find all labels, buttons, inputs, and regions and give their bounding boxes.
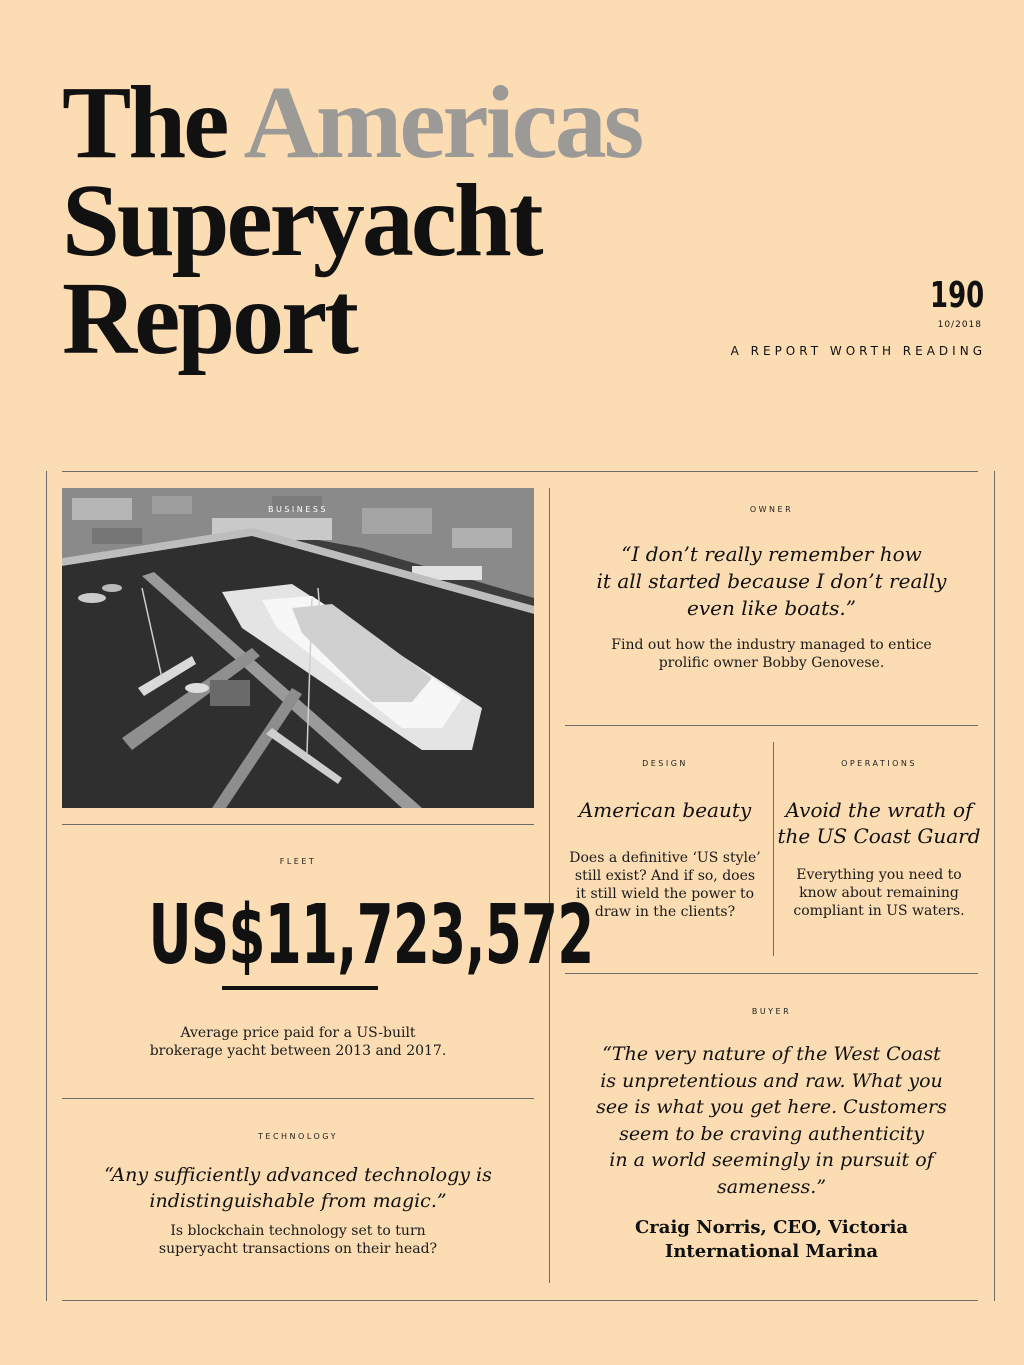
technology-body-line: Is blockchain technology set to turn	[170, 1223, 426, 1239]
fleet-price-value: US$11,723,572	[148, 888, 594, 983]
operations-headline-line: the US Coast Guard	[777, 824, 981, 848]
masthead-report: Report	[62, 261, 356, 376]
design-body-line: it still wield the power to	[575, 886, 755, 902]
design-body-line: Does a definitive ‘US style’	[569, 850, 761, 866]
marina-illustration	[62, 488, 534, 808]
masthead-americas: Americas	[243, 65, 642, 180]
buyer-label: BUYER	[751, 1007, 792, 1016]
operations-headline-line: Avoid the wrath of	[785, 798, 973, 822]
buyer-quote-line: see is what you get here. Customers	[596, 1096, 947, 1118]
left-rule-2	[62, 1098, 534, 1099]
buyer-quote	[565, 1041, 978, 1200]
fleet-price	[62, 888, 594, 984]
buyer-quote-line: in a world seemingly in pursuit of	[609, 1149, 934, 1171]
operations-body	[780, 866, 978, 920]
fleet-body	[62, 1024, 534, 1060]
center-column-rule	[549, 488, 550, 1283]
design-label: DESIGN	[642, 759, 688, 768]
price-underline	[222, 986, 378, 990]
fleet-label: FLEET	[279, 857, 317, 866]
operations-body-line: Everything you need to	[796, 867, 962, 883]
operations-body-line: compliant in US waters.	[793, 903, 965, 919]
buyer-attribution-line: International Marina	[664, 1241, 879, 1262]
operations-label: OPERATIONS	[841, 759, 917, 768]
right-rule-2	[565, 973, 978, 974]
masthead-title	[62, 65, 642, 376]
design-body-line: draw in the clients?	[594, 904, 736, 920]
tagline: A REPORT WORTH READING	[730, 344, 986, 358]
owner-label: OWNER	[749, 505, 794, 514]
masthead-the: The	[62, 65, 227, 180]
technology-quote-line: “Any sufficiently advanced technology is	[104, 1164, 492, 1186]
bottom-rule	[62, 1300, 978, 1301]
left-rule-1	[62, 824, 534, 825]
owner-quote-line: “I don’t really remember how	[621, 542, 922, 566]
business-label: BUSINESS	[268, 505, 328, 514]
owner-quote-line: it all started because I don’t really	[596, 569, 947, 593]
left-rule	[46, 471, 47, 1301]
marina-photo	[62, 488, 534, 808]
fleet-body-line: brokerage yacht between 2013 and 2017.	[149, 1043, 447, 1059]
owner-quote-line: even like boats.”	[687, 596, 856, 620]
owner-body-line: prolific owner Bobby Genovese.	[658, 655, 885, 671]
operations-headline	[776, 797, 982, 849]
top-rule	[62, 471, 978, 472]
issue-number: 190	[929, 275, 984, 316]
technology-label: TECHNOLOGY	[258, 1132, 338, 1141]
right-rule	[994, 471, 995, 1301]
right-rule-1	[565, 725, 978, 726]
technology-body	[62, 1222, 534, 1258]
technology-quote-line: indistinguishable from magic.”	[149, 1190, 447, 1212]
operations-body-line: know about remaining	[799, 885, 959, 901]
design-operations-divider	[773, 742, 774, 956]
owner-body-line: Find out how the industry managed to entice	[611, 637, 932, 653]
owner-body	[565, 636, 978, 672]
buyer-quote-line: seem to be craving authenticity	[619, 1122, 924, 1145]
masthead-line-1	[62, 65, 642, 180]
design-headline: American beauty	[578, 798, 752, 822]
buyer-quote-line: “The very nature of the West Coast	[602, 1043, 941, 1065]
buyer-quote-line: sameness.”	[716, 1175, 827, 1198]
technology-quote	[62, 1162, 534, 1214]
owner-quote	[565, 541, 978, 622]
buyer-attribution-line: Craig Norris, CEO, Victoria	[634, 1217, 909, 1238]
fleet-body-line: Average price paid for a US-built	[180, 1025, 416, 1041]
issue-date: 10/2018	[937, 320, 982, 330]
buyer-attribution	[565, 1216, 978, 1264]
technology-body-line: superyacht transactions on their head?	[158, 1241, 438, 1257]
design-body-line: still exist? And if so, does	[574, 868, 756, 884]
masthead-superyacht: Superyacht	[62, 163, 541, 278]
buyer-quote-line: is unpretentious and raw. What you	[600, 1069, 943, 1092]
